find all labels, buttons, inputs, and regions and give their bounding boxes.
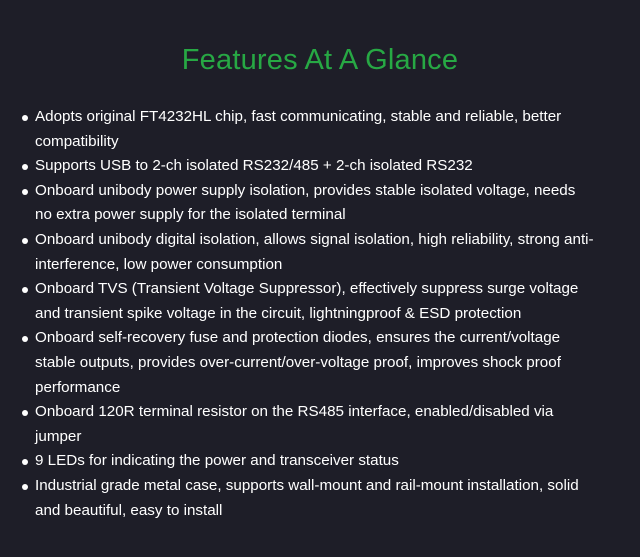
bullet-dot-icon — [22, 287, 28, 293]
feature-text: Supports USB to 2-ch isolated RS232/485 + 2-ch isolated RS232 — [35, 157, 473, 175]
feature-item-digital-isolation — [35, 228, 595, 277]
bullet-dot-icon — [22, 410, 28, 416]
feature-item-power-isolation — [35, 179, 595, 228]
features-list — [35, 105, 595, 523]
feature-text: Industrial grade metal case, supports wall-mount and rail-mount installation, solid and beautiful, easy to install — [35, 476, 579, 519]
feature-text: Onboard TVS (Transient Voltage Suppressor), effectively suppress surge voltage and transient spike voltage in the circuit, lightningproof & ESD protection — [35, 280, 579, 322]
bullet-dot-icon — [22, 484, 28, 490]
bullet-dot-icon — [22, 164, 28, 170]
feature-text: Onboard unibody power supply isolation, provides stable isolated voltage, needs no extra power supply for the isolated terminal — [35, 181, 576, 224]
feature-text: Onboard 120R terminal resistor on the RS485 interface, enabled/disabled via jumper — [35, 403, 554, 445]
feature-item-protection — [35, 326, 595, 400]
bullet-dot-icon — [22, 459, 28, 465]
feature-item-leds — [35, 449, 595, 474]
feature-text: Onboard unibody digital isolation, allows signal isolation, high reliability, strong anti-interference, low power consumption — [35, 230, 594, 273]
feature-item-terminal-resistor — [35, 400, 595, 449]
page-title: Features At A Glance — [181, 44, 459, 76]
feature-item-metal-case — [35, 474, 595, 523]
bullet-dot-icon — [22, 238, 28, 244]
feature-text: Onboard self-recovery fuse and protection diodes, ensures the current/voltage stable outputs, provides over-current/over-voltage proof, improves shock proof performance — [35, 329, 561, 396]
feature-text: 9 LEDs for indicating the power and transceiver status — [35, 452, 399, 470]
feature-item-tvs — [35, 277, 595, 326]
bullet-dot-icon — [22, 336, 28, 342]
feature-item-chip — [35, 105, 595, 154]
bullet-dot-icon — [22, 189, 28, 195]
feature-item-isolated-channels — [35, 154, 595, 179]
bullet-dot-icon — [22, 115, 28, 121]
feature-text: Adopts original FT4232HL chip, fast communicating, stable and reliable, better compatibility — [35, 108, 562, 150]
